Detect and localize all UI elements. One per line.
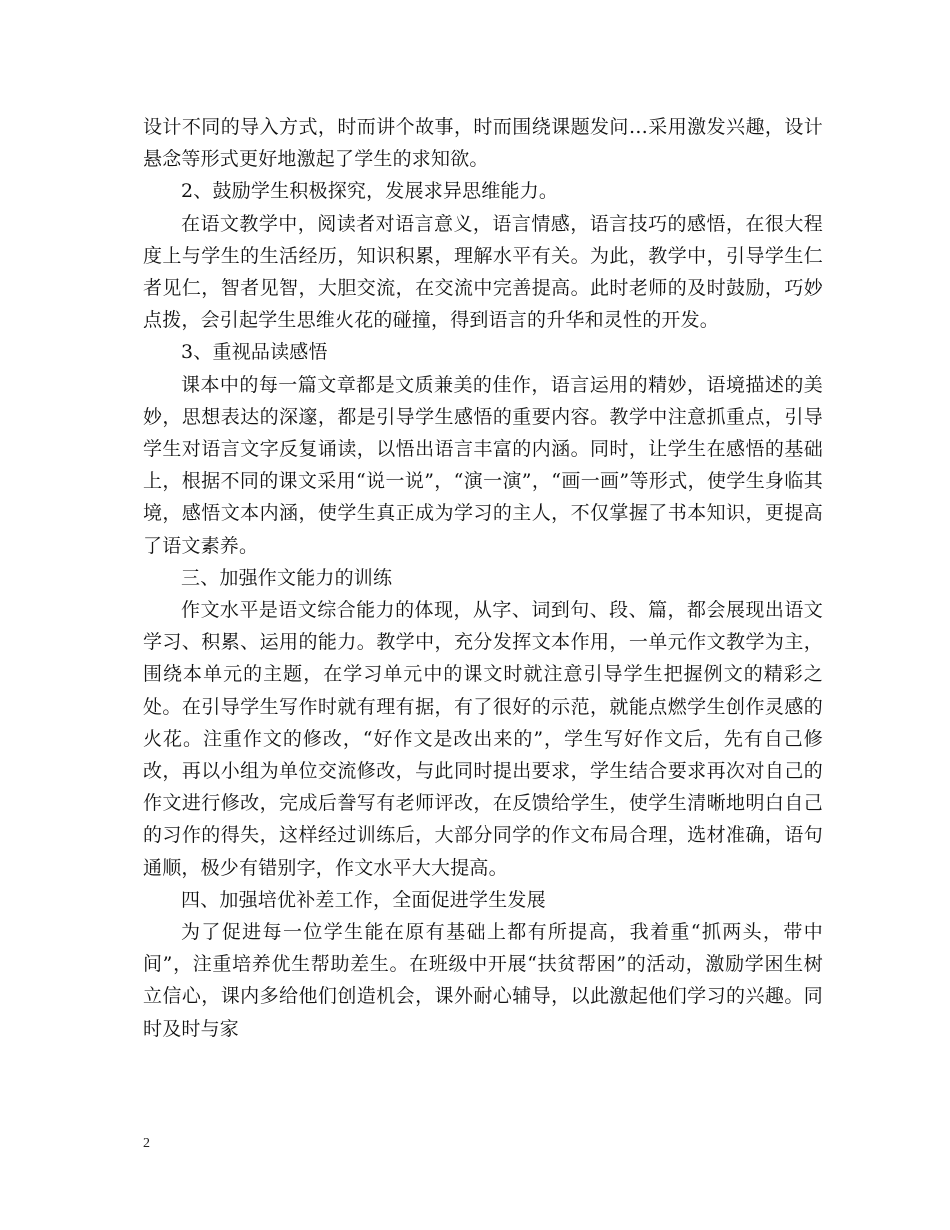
paragraph: 设计不同的导入方式，时而讲个故事，时而围绕课题发问…采用激发兴趣，设计悬念等形式更好地激起了学生的求知欲。 xyxy=(143,116,823,171)
page-number: 2 xyxy=(143,1136,150,1151)
paragraph: 四、加强培优补差工作，全面促进学生发展 xyxy=(181,888,546,911)
paragraph: 2、鼓励学生积极探究，发展求异思维能力。 xyxy=(181,180,559,203)
paragraph: 为了促进每一位学生能在原有基础上都有所提高，我着重“抓两头，带中间”，注重培养优生帮助差生。在班级中开展“扶贫帮困”的活动，激励学困生树立信心，课内多给他们创造机会，课外耐心辅导，以此激起他们学习的兴趣。同时及时与家 xyxy=(143,921,823,1040)
paragraph: 课本中的每一篇文章都是文质兼美的佳作，语言运用的精妙，语境描述的美妙，思想表达的深邃，都是引导学生感悟的重要内容。教学中注意抓重点，引导学生对语言文字反复诵读，以悟出语言丰富的内涵。同时，让学生在感悟的基础上，根据不同的课文采用“说一说”，“演一演”，“画一画”等形式，使学生身临其境，感悟文本内涵，使学生真正成为学习的主人，不仅掌握了书本知识，更提高了语文素养。 xyxy=(143,373,823,557)
body-text xyxy=(143,111,823,1045)
paragraph: 3、重视品读感悟 xyxy=(181,341,328,364)
paragraph: 作文水平是语文综合能力的体现，从字、词到句、段、篇，都会展现出语文学习、积累、运用的能力。教学中，充分发挥文本作用，一单元作文教学为主，围绕本单元的主题，在学习单元中的课文时就注意引导学生把握例文的精彩之处。在引导学生写作时就有理有据，有了很好的示范，就能点燃学生创作灵感的火花。注重作文的修改，“好作文是改出来的”，学生写好作文后，先有自己修改，再以小组为单位交流修改，与此同时提出要求，学生结合要求再次对自己的作文进行修改，完成后誊写有老师评改，在反馈给学生，使学生清晰地明白自己的习作的得失，这样经过训练后，大部分同学的作文布局合理，选材准确，语句通顺，极少有错别字，作文水平大大提高。 xyxy=(143,599,823,879)
paragraph: 三、加强作文能力的训练 xyxy=(181,566,393,589)
paragraph: 在语文教学中，阅读者对语言意义，语言情感，语言技巧的感悟，在很大程度上与学生的生活经历，知识积累，理解水平有关。为此，教学中，引导学生仁者见仁，智者见智，大胆交流，在交流中完善提高。此时老师的及时鼓励，巧妙点拨，会引起学生思维火花的碰撞，得到语言的升华和灵性的开发。 xyxy=(143,212,823,332)
